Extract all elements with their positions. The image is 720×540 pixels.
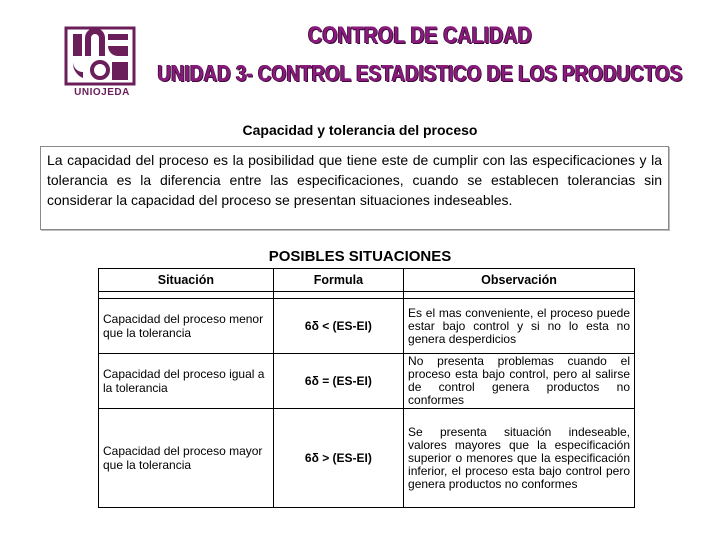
formula-cell: 6δ > (ES-EI) bbox=[273, 409, 403, 508]
formula-cell: 6δ = (ES-EI) bbox=[273, 354, 403, 409]
header-observacion: Observación bbox=[404, 269, 635, 292]
situacion-cell: Capacidad del proceso mayor que la tolerancia bbox=[99, 409, 274, 508]
header-situacion: Situación bbox=[99, 269, 274, 292]
table-row bbox=[99, 354, 635, 409]
formula-cell: 6δ < (ES-EI) bbox=[273, 299, 403, 354]
situacion-cell: Capacidad del proceso menor que la tolerancia bbox=[99, 299, 274, 354]
table-title: POSIBLES SITUACIONES bbox=[268, 248, 452, 265]
situations-table bbox=[98, 268, 635, 508]
table-row bbox=[99, 409, 635, 508]
observacion-cell: Es el mas conveniente, el proceso puede estar bajo control y si no lo esta no genera desperdicios bbox=[404, 299, 635, 354]
unit-title: UNIDAD 3- CONTROL ESTADISTICO DE LOS PRODUCTOS bbox=[157, 60, 683, 86]
observacion-cell: No presenta problemas cuando el proceso esta bajo control, pero al salirse de control genera productos no conformes bbox=[404, 354, 635, 409]
table-row bbox=[99, 299, 635, 354]
situacion-cell: Capacidad del proceso igual a la tolerancia bbox=[99, 354, 274, 409]
table-header-row bbox=[99, 269, 635, 292]
spacer-row bbox=[99, 292, 635, 299]
intro-paragraph: La capacidad del proceso es la posibilidad que tiene este de cumplir con las especificaciones y la tolerancia es la diferencia entre las especificaciones, cuando se establecen tolerancias sin considerar la capacidad del proceso se presentan situaciones indeseables. bbox=[40, 146, 669, 230]
logo-text: UNIOJEDA bbox=[74, 87, 130, 98]
section-title: Capacidad y tolerancia del proceso bbox=[242, 122, 478, 138]
header-formula: Formula bbox=[273, 269, 403, 292]
observacion-cell: Se presenta situación indeseable, valores mayores que la especificación superior o menores que la especificación inferior, el proceso esta bajo control pero genera productos no conformes bbox=[404, 409, 635, 508]
course-title: CONTROL DE CALIDAD bbox=[308, 22, 532, 49]
